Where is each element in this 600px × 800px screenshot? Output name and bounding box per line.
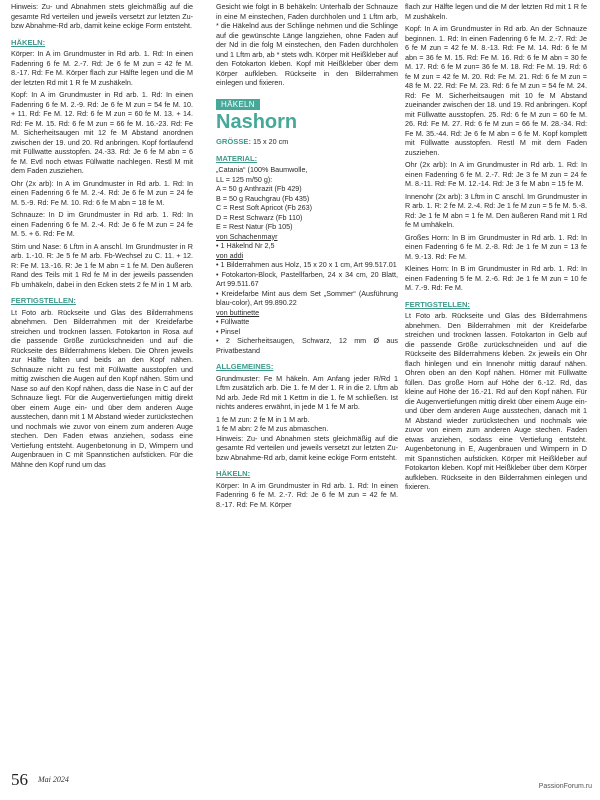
- ohr-text: Ohr (2x arb): In A im Grundmuster in Rd arb. 1. Rd: In einen Fadenring 6 fe M. 2.-7. Rd: Je 3 fe M zun = 24 fe M. 8.-11. Rd: Fe M. 12.-14. Rd: Je 3 fe M abn = 15 fe M.: [405, 160, 587, 188]
- supplier-line: von Schachenmayr: [216, 231, 278, 241]
- abnahme-text: 1 fe M abn: 2 fe M zus abmaschen.: [216, 424, 329, 433]
- column-3: [405, 2, 587, 495]
- material-item: • Pinsel: [216, 326, 241, 336]
- watermark: PassionForum.ru: [538, 783, 592, 790]
- material-item: • Kreidefarbe Mint aus dem Set „Sommer“ (Ausführung blau-color), Art 99.890.22: [216, 288, 398, 307]
- section-heading-fertigstellen: FERTIGSTELLEN:: [405, 299, 470, 309]
- page-number: 56: [11, 770, 28, 789]
- schnauze-text: Schnauze: In D im Grundmuster in Rd arb. 1. Rd: In einen Fadenring 6 fe M. 2.-4. Rd: Je 6 fe M zun = 24 fe M. 5. + 6. Rd: Fe M.: [11, 210, 193, 238]
- zunahme-text: 1 fe M zun: 2 fe M in 1 M arb.: [216, 414, 310, 424]
- hinweis-text: Hinweis: Zu- und Abnahmen stets gleichmäßig auf die gesamte Rd verteilen und jeweils versetzt zur letzten Zu- bzw Abnahme-Rd arb, damit keine eckige Form entsteht.: [216, 433, 398, 462]
- grosses-horn-text: Großes Horn: In B im Grundmuster in Rd arb. 1. Rd: In einen Fadenring 6 fe M. 2.-8. Rd: Je 1 fe M zun = 13 fe M. 9.-13. Rd: Fe M.: [405, 232, 587, 261]
- koerper-text: Körper: In A im Grundmuster in Rd arb. 1. Rd: In einen Fadenring 6 fe M. 2.-7. Rd: Je 6 fe M zun = 42 fe M. 8.-17. Rd: Fe M. Körper flach zur Hälfte legen und die M der letzten Rd mit 1 R fe M zushäkeln.: [11, 49, 193, 87]
- fertigstellen-text: Lt Foto arb. Rückseite und Glas des Bilderrahmens abnehmen. Den Bilderrahmen mit der Kreidefarbe streichen und trocknen lassen. Fotokarton in Gelb auf die passende Größe zurückschneiden und auf die Rückseite des Bilderrahmens kleben. 2x jeweils ein Ohr flach hinlegen und ein Innenohr mittig darauf nähen. Ohren oben an den Kopf nähen. Hörner mit Füllwatte füllen. Das große Horn auf Höhe der 6.-12. Rd, das kleine auf Höhe der 16.-21. Rd auf den Kopf nähen. Für die Augenvertiefungen mittig direkt über einem Auge ein- und über dem anderen Auge ausstechen, danach mit 1 M Abstand wieder zurückstechen und nochmals wie zuvor von einem zum anderen Auge stechen. Faden etwas anziehen, sodass eine Vertiefung entsteht. Augenbetonung in E, Augenbrauen und Wimpern in D mit Spannstichen aufsticken. Körper mit Heißkleber auf Fotokarton kleben. Kopf mit Heißkleber über dem Körper aufkleben. Rückseite in den Bilderrahmen einlegen und fixieren.: [405, 311, 587, 491]
- section-heading-material: MATERIAL:: [216, 153, 258, 163]
- fertigstellen-text: Lt Foto arb. Rückseite und Glas des Bilderrahmens abnehmen. Den Bilderrahmen mit der Kreidefarbe streichen und trocknen lassen. Fotokarton in Rosa auf die passende Größe zurückschneiden und auf die Rückseite des Bilderrahmens kleben. Die Ohren jeweils zur Hälfte falten und beids an den Kopf nähen. Schnauze nicht zu fest mit Füllwatte ausstopfen und mittig zwischen die Augen auf den Kopf nähen. Stirn und Nase so auf den Kopf nähen, dass die Nase in C auf der Schnauze liegt. Für die Augenvertiefungen mittig direkt über einem Auge ein- und über dem anderen Auge ausstechen, dann mit 1 M Abstand wieder zurückstechen und nochmals wie zuvor von einem zum anderen Auge stechen. Den Faden etwas anziehen, sodass eine Vertiefung entsteht. Augenbetonung in D, Wimpern und Augenbrauen in C mit Spannstichen aufsticken. Für die Mähne den Kopf rund um das: [11, 307, 193, 469]
- koerper-text: Körper: In A im Grundmuster in Rd arb. 1. Rd: In einen Fadenring 6 fe M. 2.-7. Rd: Je 6 fe M zun = 42 fe M. 8.-17. Rd: Fe M. Körper: [216, 480, 398, 509]
- gesicht-text: Gesicht wie folgt in B behäkeln: Unterhalb der Schnauze in eine M einstechen, Faden durchholen und 1 Lftm arb, * die Häkelnd aus der Schlinge nehmen und die Schlinge auf die gewünschte Länge langziehen, ohne Faden auf der Nd in die folg M einstechen, den Faden durchholen und 1 Lftm arb, ab * stets wdh. Körper mit Heißkleber auf den Fotokarton kleben. Kopf mit Heißkleber über dem Körper aufkleben. Rückseite in den Bilderrahmen einlegen und fixieren.: [216, 2, 398, 87]
- material-item: „Catania“ (100% Baumwolle,: [216, 165, 308, 174]
- material-item: • 2 Sicherheitsaugen, Schwarz, 12 mm Ø aus Privatbestand: [216, 336, 398, 355]
- category-tag: HÄKELN: [216, 99, 260, 111]
- material-item: • 1 Bilderrahmen aus Holz, 15 x 20 x 1 cm, Art 99.517.01: [216, 260, 397, 269]
- kleines-horn-text: Kleines Horn: In B im Grundmuster in Rd arb. 1. Rd: In einen Fadenring 5 fe M. 2.-6. Rd: Je 1 fe M zun = 10 fe M. 7.-9. Rd: Fe M.: [405, 264, 587, 292]
- column-2: [216, 2, 398, 512]
- hinweis-text: Hinweis: Zu- und Abnahmen stets gleichmäßig auf die gesamte Rd verteilen und jeweils versetzt zur letzten Zu- bzw Abnahme-Rd arb, damit keine eckige Form entsteht.: [11, 2, 193, 30]
- stirn-nase-text: Stirn und Nase: 6 Lftm in A anschl. Im Grundmuster in R arb. 1.-10. R: Je 5 fe M arb. Fb-Wechsel zu C. 11. + 12. R: Fe M. 13.-16. R: Je 1 fe M abn = 1 fe M. Den äußeren Rand des Teils mit 1 Rd fe M in der jeweils passenden Fb umhäkeln, dabei in den Ecken stets 2 fe M in 1 M arb.: [11, 241, 193, 289]
- section-heading-haekeln: HÄKELN:: [216, 469, 251, 478]
- material-item: C = Rest Soft Apricot (Fb 263): [216, 203, 313, 212]
- groesse-line: [216, 137, 398, 147]
- grundmuster-text: Grundmuster: Fe M häkeln. Am Anfang jeder R/Rd 1 Lftm zusätzlich arb. Die 1. fe M der 1. R in die 2. Lftm ab Nd arb. Jede Rd mit 1 Kettm in die 1. fe M schließen. Ist nichts anderes erwähnt, in jede M 1 fe M arb.: [216, 373, 398, 411]
- material-item: D = Rest Schwarz (Fb 110): [216, 212, 303, 222]
- material-list: [216, 165, 398, 355]
- material-item: A = 50 g Anthrazit (Fb 429): [216, 184, 302, 193]
- ohr-text: Ohr (2x arb): In A im Grundmuster in Rd arb. 1. Rd: In einen Fadenring 6 fe M. 2.-4. Rd: Je 6 fe M zun = 24 fe M. 5.-9. Rd: Fe M. 10. Rd: 6 fe M abn = 18 fe M.: [11, 178, 193, 207]
- supplier-line: von buttinette: [216, 307, 260, 317]
- material-item: B = 50 g Rauchgrau (Fb 435): [216, 193, 310, 203]
- column-1: [11, 2, 193, 472]
- material-item: • Fotokarton-Block, Pastellfarben, 24 x 34 cm, 20 Blatt, Art 99.511.67: [216, 269, 398, 288]
- material-item: LL = 125 m/50 g):: [216, 174, 273, 184]
- kopf-text: Kopf: In A im Grundmuster in Rd arb. 1. Rd: In einen Fadenring 6 fe M. 2.-9. Rd: Je 6 fe M zun = 54 fe M. 10. + 11. Rd: Fe M. 12. Rd: 6 fe M zun = 60 fe M. 13. + 14. Rd: Fe M. 15. Rd: 6 fe M zun = 66 fe M. 16.-23. Rd: Fe M. Sicherheitsaugen mit 12 fe M Abstand anordnen zwischen der 19. und 20. Rd anbringen. Kopf fortlaufend mit Füllwatte ausstopfen. 24.-33. Rd: Je 6 fe M abn = 6 fe M. Evtl noch etwas Füllwatte nachlegen. Restl M mit dem Faden zusziehen.: [11, 90, 193, 175]
- koerper-continued-text: flach zur Hälfte legen und die M der letzten Rd mit 1 R fe M zushäkeln.: [405, 2, 587, 21]
- pattern-title: Nashorn: [216, 111, 298, 133]
- section-heading-allgemeines: ALLGEMEINES:: [216, 362, 274, 371]
- material-item: • Füllwatte: [216, 317, 250, 326]
- groesse-value: 15 x 20 cm: [253, 137, 289, 146]
- supplier-line: von addi: [216, 250, 244, 260]
- material-item: E = Rest Natur (Fb 105): [216, 222, 293, 231]
- section-heading-haekeln: HÄKELN:: [11, 37, 46, 47]
- section-heading-fertigstellen: FERTIGSTELLEN:: [11, 296, 76, 305]
- issue-date: Mai 2024: [38, 775, 69, 784]
- kopf-text: Kopf: In A im Grundmuster in Rd arb. An der Schnauze beginnen. 1. Rd: In einen Fadenring 6 fe M. 2.-7. Rd: Je 6 fe M zun = 42 fe M. 8.-13. Rd: Fe M. 14. Rd: 6 fe M abn = 36 fe M. 15. Rd: Fe M. 16. Rd: 6 fe M abn = 30 fe M. 17. Rd: 6 fe M zun= 36 fe M. 18. Rd: Fe M. 19. Rd: 6 fe M zun = 42 fe M. 20. Rd: Fe M. 21. Rd: 6 fe M zun = 48 fe M. 22. Rd: Fe M. 23. Rd: 6 fe M zun = 54 fe M. 24. Rd: Fe M. Sicherheitsaugen mit 10 fe M Abstand zueinander zwischen der 18. und 19. Rd anbringen. Kopf mit Füllwatte ausstopfen. 25. Rd: 6 fe M zun = 60 fe M. 26. Rd: Fe M. 27. Rd: 6 fe M zun = 66 fe M. 28.-34. Rd: Fe M. 35.-44. Rd: Je 6 fe M abn = 6 fe M. Kopf komplett mit Füllwatte ausstopfen. Restl M mit dem Faden zusziehen.: [405, 24, 587, 157]
- groesse-label: GRÖSSE:: [216, 137, 252, 146]
- material-item: • 1 Häkelnd Nr 2,5: [216, 241, 275, 250]
- innenohr-text: Innenohr (2x arb): 3 Lftm in C anschl. Im Grundmuster in R arb. 1. R: 2 fe M. 2.-4. Rd: Je 1 fe M zun = 5 fe M. 5.-8. Rd: Je 1 fe M abn = 1 fe M. Den äußeren Rand mit 1 Rd fe M umhäkeln.: [405, 191, 587, 229]
